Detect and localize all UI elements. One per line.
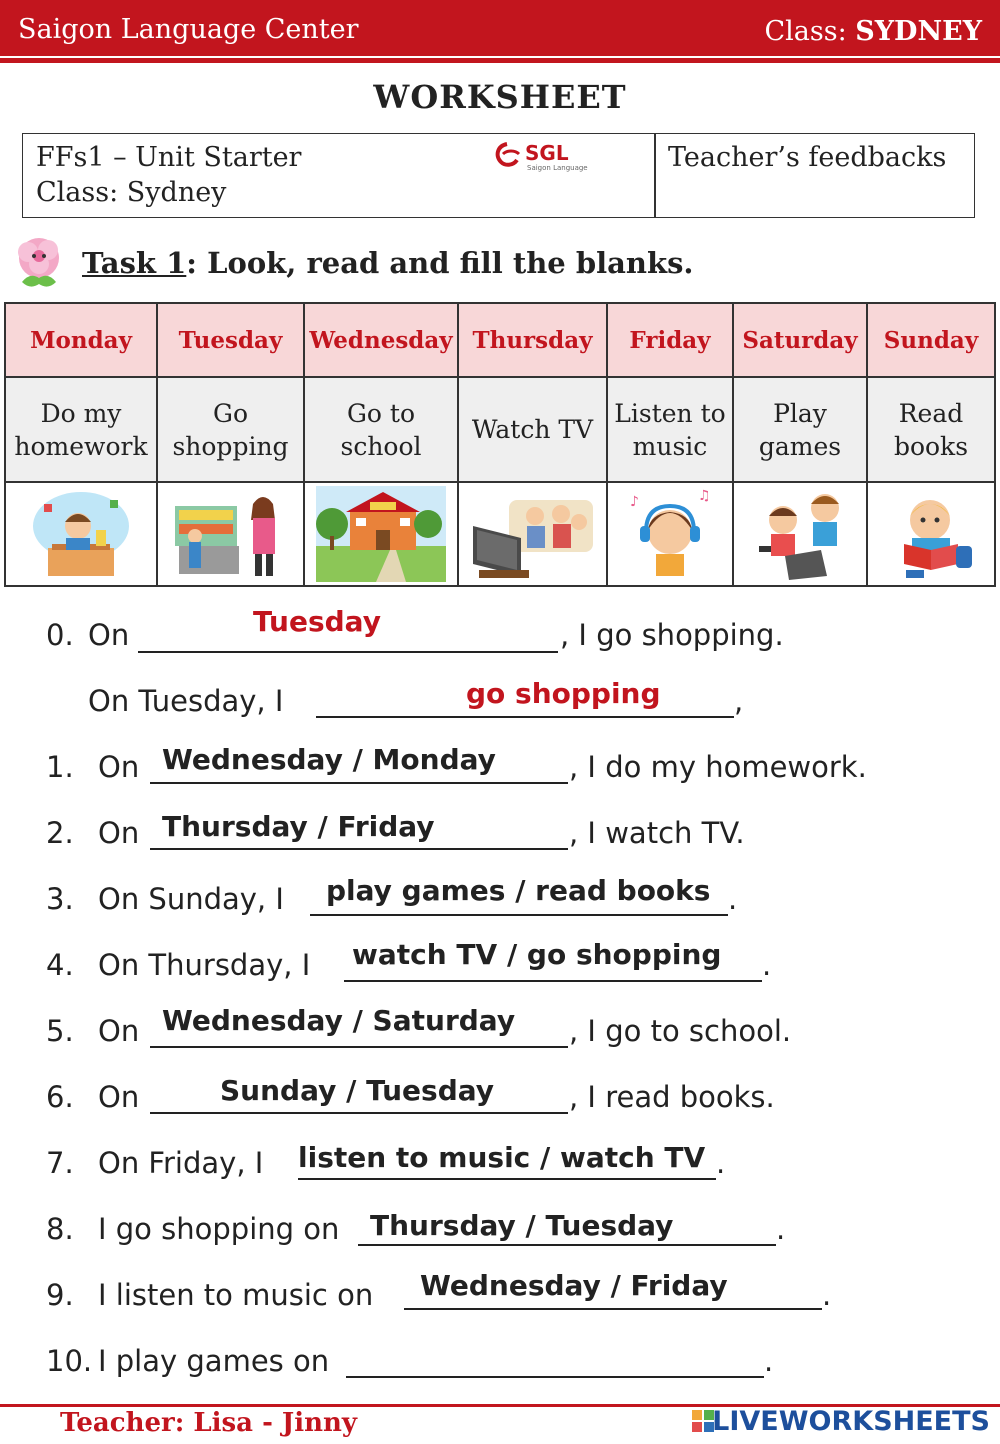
exercise-suffix: . [822,1278,832,1312]
info-box [22,133,975,218]
exercise-suffix: . [728,882,738,916]
liveworksheets-logo-icon [692,1410,714,1434]
exercise-number: 7. [46,1146,74,1180]
answer-input[interactable]: Thursday / Friday [162,810,435,843]
answer-blank[interactable] [150,848,568,850]
days-header-row [5,303,995,377]
answer-blank[interactable] [346,1376,764,1378]
exercise-prefix: On [98,816,140,850]
exercise-suffix: , I watch TV. [569,816,745,850]
activity-cell [458,377,607,482]
answer-blank[interactable] [150,1046,568,1048]
class-name: SYDNEY [855,16,982,47]
day-cell: Friday [607,303,733,377]
answer-input[interactable]: Wednesday / Saturday [162,1004,516,1037]
answer-blank[interactable] [358,1244,776,1246]
class-label [764,16,982,47]
answer-input[interactable]: play games / read books [326,874,711,907]
answer-input[interactable]: Wednesday / Friday [420,1269,728,1302]
day-cell: Sunday [867,303,995,377]
exercise-prefix: On [98,1080,140,1114]
unit-label: FFs1 – Unit Starter [36,142,302,173]
answer-blank[interactable] [150,1112,568,1114]
exercise-number: 1. [46,750,74,784]
header-divider [0,58,1000,63]
day-cell: Wednesday [304,303,458,377]
activity-text: Go [212,398,249,428]
exercise-suffix: , I go shopping. [560,618,784,652]
exercise-number: 2. [46,816,74,850]
exercise-prefix: On Tuesday, I [88,684,284,718]
activity-cell [304,377,458,482]
exercise-number: 10. [46,1344,93,1378]
info-divider [654,134,656,217]
exercise-prefix: On [88,618,130,652]
activity-text: shopping [172,431,289,461]
school-picture [316,486,446,582]
activity-cell [867,377,995,482]
picture-cell [607,482,733,586]
exercise-suffix: . [762,948,772,982]
exercise-prefix: On Sunday, I [98,882,284,916]
exercise-prefix: I play games on [98,1344,330,1378]
task-label: Task 1 [82,246,187,280]
days-table [4,302,996,587]
exercise-number: 6. [46,1080,74,1114]
picture-cell [304,482,458,586]
picture-cell [458,482,607,586]
liveworksheets-brand[interactable]: LIVEWORKSHEETS [712,1406,990,1437]
exercise-number: 8. [46,1212,74,1246]
activity-text: Read [898,398,964,428]
activity-text: Play [773,398,827,428]
activity-text: Do my [40,398,122,428]
activity-cell [5,377,157,482]
worksheet-title: WORKSHEET [373,78,627,116]
center-name: Saigon Language Center [18,14,359,45]
tv-picture [469,486,597,582]
exercise-suffix: , [734,684,744,718]
activity-text: homework [14,431,148,461]
activity-text: games [758,431,842,461]
exercise-prefix: On Friday, I [98,1146,264,1180]
activity-text: Watch TV [471,415,594,444]
activity-text: Listen to [614,398,726,428]
exercise-number: 4. [46,948,74,982]
exercise-number: 0. [46,618,74,652]
day-cell: Tuesday [157,303,304,377]
answer-blank[interactable] [316,716,734,718]
exercise-prefix: On [98,750,140,784]
reading-picture [876,486,986,582]
activity-cell [607,377,733,482]
example-answer: Tuesday [253,605,381,638]
day-cell: Saturday [733,303,867,377]
picture-cell [5,482,157,586]
answer-blank[interactable] [310,914,728,916]
day-cell: Thursday [458,303,607,377]
answer-blank[interactable] [298,1178,716,1180]
class-prefix: Class: [764,16,856,47]
activities-row [5,377,995,482]
logo-subtext: Saigon Language [527,164,588,172]
answer-blank[interactable] [404,1308,822,1310]
exercise-suffix: . [764,1344,774,1378]
picture-cell [157,482,304,586]
exercise-prefix: I go shopping on [98,1212,340,1246]
exercise-suffix: , I read books. [569,1080,775,1114]
answer-blank[interactable] [138,651,558,653]
pictures-row [5,482,995,586]
picture-cell [867,482,995,586]
activity-text: books [893,431,969,461]
answer-input[interactable]: listen to music / watch TV [298,1141,706,1174]
answer-blank[interactable] [344,980,762,982]
picture-cell [733,482,867,586]
day-cell: Monday [5,303,157,377]
example-answer: go shopping [466,677,661,710]
exercise-number: 9. [46,1278,74,1312]
shopping-picture [169,486,293,582]
task-instruction: : Look, read and fill the blanks. [186,246,694,280]
flower-icon [8,232,70,294]
activity-cell [157,377,304,482]
answer-input[interactable]: Sunday / Tuesday [220,1074,495,1107]
exercise-prefix: On [98,1014,140,1048]
activity-text: music [632,431,708,461]
activity-text: Go to [346,398,416,428]
exercise-prefix: I listen to music on [98,1278,374,1312]
exercise-number: 5. [46,1014,74,1048]
homework-picture [26,486,136,582]
task-heading [82,246,694,280]
exercise-suffix: . [716,1146,726,1180]
exercise-suffix: . [776,1212,786,1246]
class-info: Class: Sydney [36,177,227,208]
activity-cell [733,377,867,482]
games-picture [745,486,855,582]
answer-input[interactable]: Wednesday / Monday [162,743,496,776]
answer-blank[interactable] [150,782,568,784]
svg-text:♫: ♫ [698,488,711,504]
teacher-name: Teacher: Lisa - Jinny [60,1408,358,1438]
exercise-prefix: On Thursday, I [98,948,311,982]
exercise-suffix: , I do my homework. [569,750,867,784]
answer-input[interactable]: watch TV / go shopping [352,938,722,971]
activity-text: school [340,431,422,461]
exercise-number: 3. [46,882,74,916]
answer-input[interactable]: Thursday / Tuesday [370,1209,674,1242]
music-picture [620,486,720,582]
sgl-logo-icon [493,138,593,174]
svg-text:♪: ♪ [630,494,639,510]
logo-text: SGL [525,141,569,165]
exercise-suffix: , I go to school. [569,1014,792,1048]
teacher-feedback-label: Teacher’s feedbacks [668,142,947,173]
